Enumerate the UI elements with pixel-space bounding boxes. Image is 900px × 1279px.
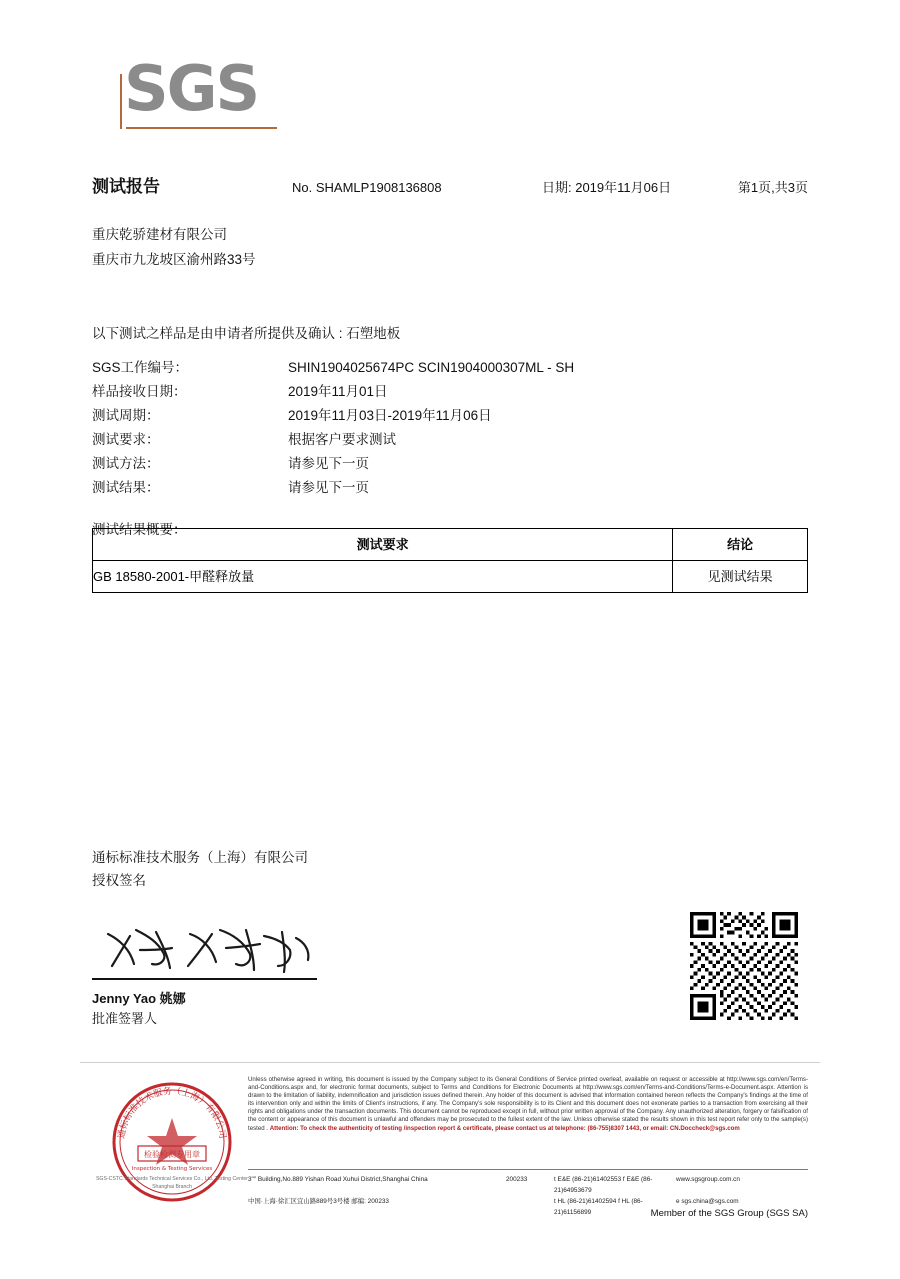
- legal-alert-text: Attention: To check the authenticity of testing /inspection report & certificate, please contact us at telephone: (86-755)8307 1443, or email: CN.Doccheck@sgs.com: [269, 1124, 740, 1132]
- tel-cn: t HL (86-21)61402594 f HL (86-21)61156899: [554, 1198, 643, 1216]
- info-row: [92, 356, 808, 380]
- sample-info-block: [92, 322, 808, 538]
- address-cn: 中国·上海·徐汇区宜山路889号3号楼 邮编: 200233: [248, 1198, 389, 1205]
- info-value: 2019年11月01日: [288, 384, 388, 399]
- info-row: [92, 452, 808, 476]
- svg-text:检验检测专用章: 检验检测专用章: [144, 1150, 200, 1159]
- signing-company-block: [92, 846, 308, 892]
- authorized-signature-label: 授权签名: [92, 873, 146, 888]
- results-summary-label: 测试结果概要：: [92, 522, 187, 537]
- svg-text:Inspection & Testing Services: Inspection & Testing Services: [131, 1166, 213, 1172]
- client-address: 重庆市九龙坡区渝州路33号: [92, 252, 256, 267]
- page-title: 测试报告: [92, 177, 160, 197]
- column-header-conclusion: 结论: [673, 529, 808, 561]
- footer-address-row-en: [248, 1174, 808, 1196]
- info-label: 样品接收日期：: [92, 384, 187, 399]
- info-value: 2019年11月03日-2019年11月06日: [288, 408, 492, 423]
- report-number: No. SHAMLP1908136808: [292, 180, 442, 195]
- info-label: 测试要求：: [92, 432, 160, 447]
- cell-conclusion: 见测试结果: [673, 561, 808, 593]
- info-value: 请参见下一页: [288, 480, 369, 495]
- signatory-role: 批准签署人: [92, 1011, 158, 1026]
- signatory-name: Jenny Yao 姚娜: [92, 991, 186, 1006]
- logo-accent-rule: [126, 127, 277, 129]
- cell-requirement: GB 18580-2001-甲醛释放量: [93, 561, 673, 593]
- address-en: 3"" Building,No.889 Yishan Road Xuhui District,Shanghai China: [248, 1176, 428, 1183]
- info-label: 测试方法：: [92, 456, 160, 471]
- info-label: SGS工作编号：: [92, 360, 189, 375]
- page-indicator: 第1页,共3页: [737, 180, 808, 195]
- web-en: www.sgsgroup.com.cn: [676, 1176, 740, 1183]
- info-value: 请参见下一页: [288, 456, 369, 471]
- qr-code: [684, 906, 804, 1026]
- sgs-logo-text: SGS: [124, 52, 259, 125]
- client-block: [92, 222, 256, 272]
- legal-text: Unless otherwise agreed in writing, this document is issued by the Company subject to its General Conditions of Service printed overleaf, available on request or accessible at http://www.sgs.com/en/Terms-and-Conditions.aspx and, for electronic format documents, subject to Terms and Conditions for Electronic Documents at http://www.sgs.com/en/Terms-and-Conditions/Terms-e-Document.aspx. Attention is drawn to the limitation of liability, indemnification and jurisdiction issues defined therein. Any holder of this document is advised that information contained hereon reflects the Company's findings at the time of its intervention only and within the limits of Client's instructions, if any. The Company's sole responsibility is to its Client and this document does not exonerate parties to a transaction from exercising all their rights and obligations under the transaction documents. This document cannot be reproduced except in full, without prior written approval of the Company. Any unauthorized alteration, forgery or falsification of the content or appearance of this document is unlawful and offenders may be prosecuted to the fullest extent of the law. Unless otherwise stated the results shown in this test report refer only to the sample(s) tested .: [248, 1076, 808, 1132]
- column-header-requirement: 测试要求: [93, 529, 673, 561]
- handwritten-signature-image: [100, 920, 330, 980]
- client-company: 重庆乾骄建材有限公司: [92, 227, 227, 242]
- info-label: 测试周期：: [92, 408, 160, 423]
- info-label: 测试结果：: [92, 480, 160, 495]
- footer-accent-rule: [248, 1169, 808, 1170]
- footer-divider: [80, 1062, 820, 1063]
- sample-description: 以下测试之样品是由申请者所提供及确认 : 石塑地板: [92, 326, 401, 341]
- logo-accent-tick: [120, 74, 122, 129]
- sgs-logo: [124, 52, 384, 125]
- info-value: SHIN1904025674PC SCIN1904000307ML - SH: [288, 360, 575, 375]
- info-value: 根据客户要求测试: [288, 432, 396, 447]
- table-row: [93, 561, 808, 593]
- email-cn: e sgs.china@sgs.com: [676, 1198, 739, 1205]
- report-date: 日期: 2019年11月06日: [542, 180, 672, 195]
- report-header-row: [92, 172, 808, 197]
- info-row: [92, 404, 808, 428]
- table-header-row: [93, 529, 808, 561]
- signing-company: 通标标准技术服务（上海）有限公司: [92, 850, 308, 865]
- results-summary-table: [92, 528, 808, 593]
- legal-disclaimer: [248, 1076, 808, 1133]
- signature-rule: [92, 978, 317, 980]
- stamp-caption: SGS-CSTC Standards Technical Services Co., Ltd. Testing Center Shanghai Branch: [95, 1176, 249, 1190]
- info-row: [92, 476, 808, 500]
- info-row: [92, 428, 808, 452]
- logo-accent-rule-line: [126, 127, 277, 129]
- svg-text:通标标准技术服务（上海）有限公司: 通标标准技术服务（上海）有限公司: [116, 1086, 228, 1140]
- member-of-sgs-group: Member of the SGS Group (SGS SA): [650, 1208, 808, 1219]
- zip-en: 200233: [506, 1176, 528, 1183]
- tel-en: t E&E (86-21)61402553 f E&E (86-21)64953679: [554, 1176, 653, 1194]
- info-row: [92, 380, 808, 404]
